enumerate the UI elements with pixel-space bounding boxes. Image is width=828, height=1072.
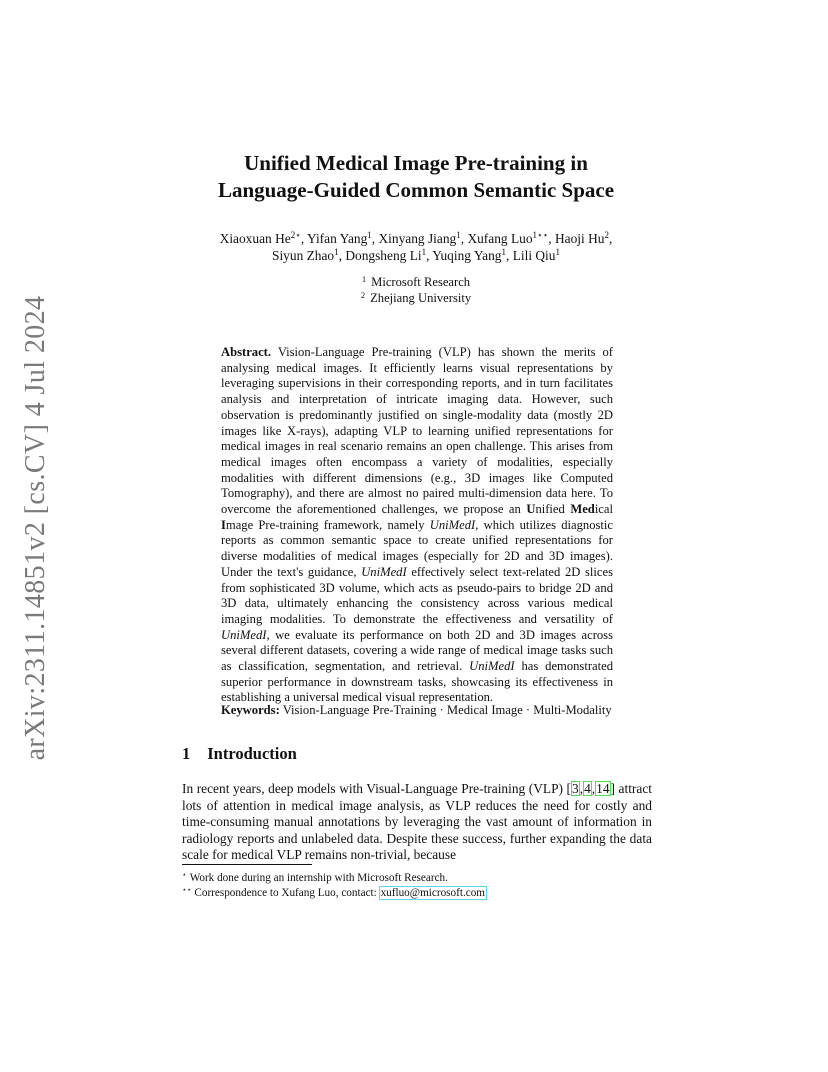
abstract-label: Abstract. <box>221 345 272 359</box>
abstract-text: , which utilizes diagnostic reports as common semantic space to create unified representations for diverse modalities of medical images (especially for 2D and 3D images). Under the text's guidance, <box>221 517 613 579</box>
footnote-2 <box>182 886 486 901</box>
method-name: UniMedI <box>469 659 515 674</box>
author-mark: 2⋆ <box>290 230 301 240</box>
author-name: Lili Qiu <box>512 248 556 263</box>
author-name: Siyun Zhao <box>272 248 335 263</box>
method-name: UniMedI <box>221 627 267 642</box>
author-mark: 1 <box>555 247 560 257</box>
author-line-1: Xiaoxuan $He^{2⋆}$, Yifan Yang$^1$, Xinyang Jiang$^1$, Xufang Luo$^{1⋆⋆}$, Haoji Hu$^2$, <box>219 230 613 246</box>
author-mark: 1 <box>334 247 339 257</box>
keywords-label: Keywords: <box>221 703 280 717</box>
abstract-text: , we evaluate its performance on both 2D and 3D images across several different datasets, covering a wide range of medical image tasks such as classification, segmentation, and retrieval. <box>221 627 613 674</box>
author-name: Haoji Hu <box>555 231 605 246</box>
author-mark: 1⋆⋆ <box>532 230 549 240</box>
footnote-text: Work done during an internship with Microsoft Research. <box>189 872 448 884</box>
affiliation-mark: 1 <box>361 274 367 284</box>
section-title: Introduction <box>207 744 297 763</box>
abstract-text: nified <box>535 502 571 517</box>
method-name: UniMedI <box>361 564 407 579</box>
abstract-text: Vision-Language Pre-training (VLP) has shown the merits of analysing medical images. It efficiently learns visual representations by leveraging supervisions in their corresponding reports, and in turn facilitates analysis and interpretation of intricate imaging data. However, such observation is predominantly justified on single-modality data (mostly 2D images like X-rays), adapting VLP to learning unified representations for medical images in real scenario remains an open challenge. This arises from medical images often encompass a variety of modalities, especially modalities with different dimensions (e.g., 3D images like Computed Tomography), and there are almost no paired multi-dimension data here. To overcome the aforementioned challenges, we propose an <box>221 345 613 517</box>
title-line-1: Unified Medical Image Pre-training in <box>244 151 588 175</box>
affiliation-mark: 2 <box>360 290 366 300</box>
author-line-2: Siyun Zhao$^1$, Dongsheng Li$^1$, Yuqing Yang$^1$, Lili Qiu$^1$ <box>272 247 560 263</box>
abstract-text: mage Pre-training framework, namely <box>225 517 430 532</box>
author-mark: 1 <box>421 247 427 257</box>
abstract-bold-i: I <box>221 517 226 532</box>
affiliation-name: Zhejiang University <box>370 291 472 305</box>
keywords <box>221 702 641 718</box>
author-name: Xufang Luo <box>467 231 533 246</box>
abstract-bold-med: Med <box>570 502 595 517</box>
abstract-text: has demonstrated superior performance in downstream tasks, showcasing its effectiveness in establishing a universal medical visual representation. <box>221 659 614 705</box>
author-mark: 1 <box>456 230 461 240</box>
author-list <box>160 230 672 264</box>
email-link[interactable]: xufluo@microsoft.com <box>380 887 486 899</box>
citation-link[interactable]: 4 <box>584 781 591 796</box>
abstract-text: ical <box>594 502 613 517</box>
author-name: Yuqing Yang <box>432 248 502 263</box>
intro-paragraph: In recent years, deep models with Visual-Language Pre-training (VLP) [3,4,14] attract lots of attention in medical image analysis, as VLP reduces the need for costly and time-consuming manual annotations by leveraging the vast amount of information in radiology reports and unlabeled data. Despite these success, further expanding the data scale for medical VLP remains non-trivial, because <box>182 781 652 863</box>
affiliation-name: Microsoft Research <box>371 275 471 289</box>
affiliations <box>200 274 632 306</box>
footnote-1 <box>182 871 486 886</box>
abstract-text: effectively select text-related 2D slices from sophisticated 3D volume, which acts as pseudo-pairs to bridge 2D and 3D data, ultimately enhancing the consistency across various medical imaging modalities. To demonstrate the effectiveness and versatility of <box>221 564 613 626</box>
intro-text: ] attract lots of attention in medical image analysis, as VLP reduces the need for costly and time-consuming manual annotations by leveraging the vast amount of information in radiology reports and unlabeled data. Despite these success, further expanding the data scale for medical VLP remains non-trivial, because <box>182 781 652 863</box>
author-mark: 1 <box>501 247 506 257</box>
section-number: 1 <box>182 744 191 763</box>
author-mark: 1 <box>367 230 372 240</box>
affiliation-2 <box>200 290 632 306</box>
footnote-rule <box>182 864 312 865</box>
affiliation-1 <box>200 274 632 290</box>
citation-link[interactable]: 14 <box>596 781 610 796</box>
author-name: Yifan Yang <box>307 231 368 246</box>
author-name: Xinyang Jiang <box>378 231 457 246</box>
footnote-text: Correspondence to Xufang Luo, contact: <box>194 887 380 899</box>
section-heading <box>182 744 297 764</box>
title-line-2: Language-Guided Common Semantic Space <box>217 178 615 202</box>
keywords-text: Vision-Language Pre-Training · Medical Image · Multi-Modality <box>282 703 612 717</box>
author-name: Dongsheng Li <box>345 248 422 263</box>
author-mark: 2 <box>604 230 609 240</box>
paper-title <box>150 150 682 204</box>
abstract-bold-u: U <box>526 502 536 517</box>
footnote-mark: ⋆ <box>182 870 187 879</box>
arxiv-side-stamp: arXiv:2311.14851v2 [cs.CV] 4 Jul 2024 <box>20 295 51 761</box>
citation-link[interactable]: 3 <box>572 781 579 796</box>
footnote-mark: ⋆⋆ <box>182 885 192 894</box>
author-name: Xiaoxuan He <box>219 231 291 246</box>
intro-text: In recent years, deep models with Visual-Language Pre-training (VLP) [ <box>182 781 572 796</box>
abstract <box>221 345 613 706</box>
footnotes <box>182 871 486 901</box>
method-name: UniMedI <box>429 517 476 532</box>
